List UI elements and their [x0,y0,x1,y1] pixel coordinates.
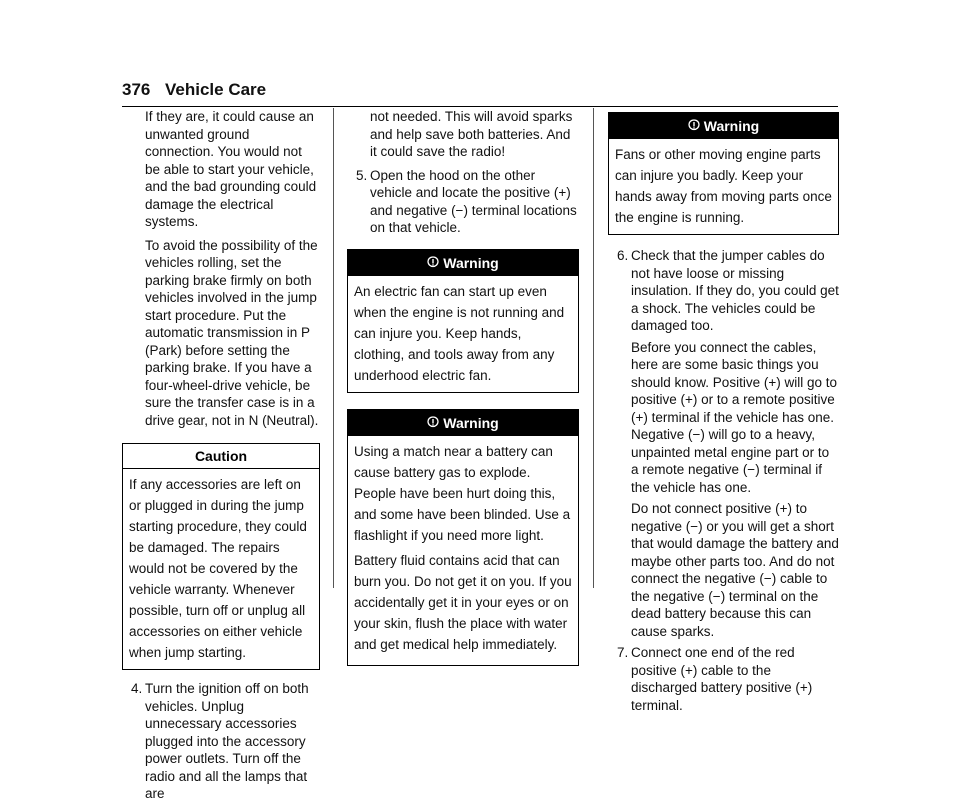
warning-body-moving-parts: Fans or other moving engine parts can injure you badly. Keep your hands away from moving parts once the engine is running. [615,147,832,225]
paragraph-ground: If they are, it could cause an unwanted ground connection. You would not be able to start your vehicle, and the bad grounding could damage the electrical systems. [145,109,317,229]
column-2 [347,108,579,676]
warning-battery-paragraph-2: Battery fluid contains acid that can burn you. Do not get it on you. If you accidentally get it in your eyes or on your skin, flush the place with water and get medical help immediately. [354,552,572,652]
column-1 [122,108,320,807]
paragraph-parking-brake: To avoid the possibility of the vehicles rolling, set the parking brake firmly on both vehicles involved in the jump start procedure. Put the automatic transmission in P (Park) before setting the parking brake. If you have a four-wheel-drive vehicle, be sure the transfer case is in a drive gear, not in N (Neutral). [145,237,319,428]
caution-title: Caution [123,444,319,469]
caution-box [122,443,320,670]
step-5 [347,167,579,237]
warning-body-fan: An electric fan can start up even when the engine is not running and can injure you. Keep hands, clothing, and tools away from any underhood electric fan. [354,283,565,383]
step-6-detail-2: Do not connect positive (+) to negative (−) or you will get a short that would damage the battery and maybe other parts too. And do not connect the negative (−) cable to the negative (−) terminal on the dead battery because this can cause sparks. [631,501,839,639]
step-7-number: 7. [617,645,629,660]
column-3 [608,108,839,718]
warning-title-text: Warning [443,414,499,431]
warning-title [609,113,838,139]
warning-icon [427,252,439,278]
step-6 [608,247,839,335]
warning-icon [427,412,439,438]
column-divider-1 [333,108,334,588]
step-5-text: Open the hood on the other vehicle and locate the positive (+) and negative (−) terminal locations on that vehicle. [370,167,577,235]
step-7 [608,644,839,714]
step-5-number: 5. [356,167,368,183]
warning-title-text: Warning [443,254,499,271]
caution-body: If any accessories are left on or plugged in during the jump starting procedure, they could be damaged. The repairs would not be covered by the vehicle warranty. Whenever possible, turn off or unplug all accessories on either vehicle when jump starting. [129,477,307,660]
step-6-number: 6. [617,248,629,263]
warning-box-fan [347,249,579,393]
warning-body-battery [348,436,578,665]
page-number: 376 [122,80,151,99]
warning-battery-paragraph-1: Using a match near a battery can cause battery gas to explode. People have been hurt doing this, and some have been blinded. Use a flashlight if you need more light. [354,443,571,543]
warning-box-battery [347,409,579,666]
page-header [122,80,838,107]
step-4-number: 4. [131,681,143,696]
warning-icon [688,115,700,141]
step-6-text: Check that the jumper cables do not have loose or missing insulation. If they do, you could get a shock. The vehicles could be damaged too. [631,248,839,333]
warning-title [348,410,578,436]
step-6-detail-1: Before you connect the cables, here are some basic things you should know. Positive (+) will go to positive (+) or to a remote positive (+) terminal if the vehicle has one. Negative (−) will go to a heavy, unpainted metal engine part or to a remote negative (−) terminal if the vehicle has one. [631,339,837,495]
step-7-text: Connect one end of the red positive (+) cable to the discharged battery positive (+) terminal. [631,645,813,713]
column-divider-2 [593,108,594,588]
step-4 [122,680,320,803]
warning-box-moving-parts [608,112,839,235]
warning-title-text: Warning [703,118,760,134]
warning-title [348,250,578,276]
step-4-continuation: not needed. This will avoid sparks and help save both batteries. And it could save the radio! [370,109,573,159]
step-4-text: Turn the ignition off on both vehicles. Unplug unnecessary accessories plugged into the accessory power outlets. Turn off the radio and all the lamps that are [145,681,309,801]
section-title: Vehicle Care [165,80,267,99]
